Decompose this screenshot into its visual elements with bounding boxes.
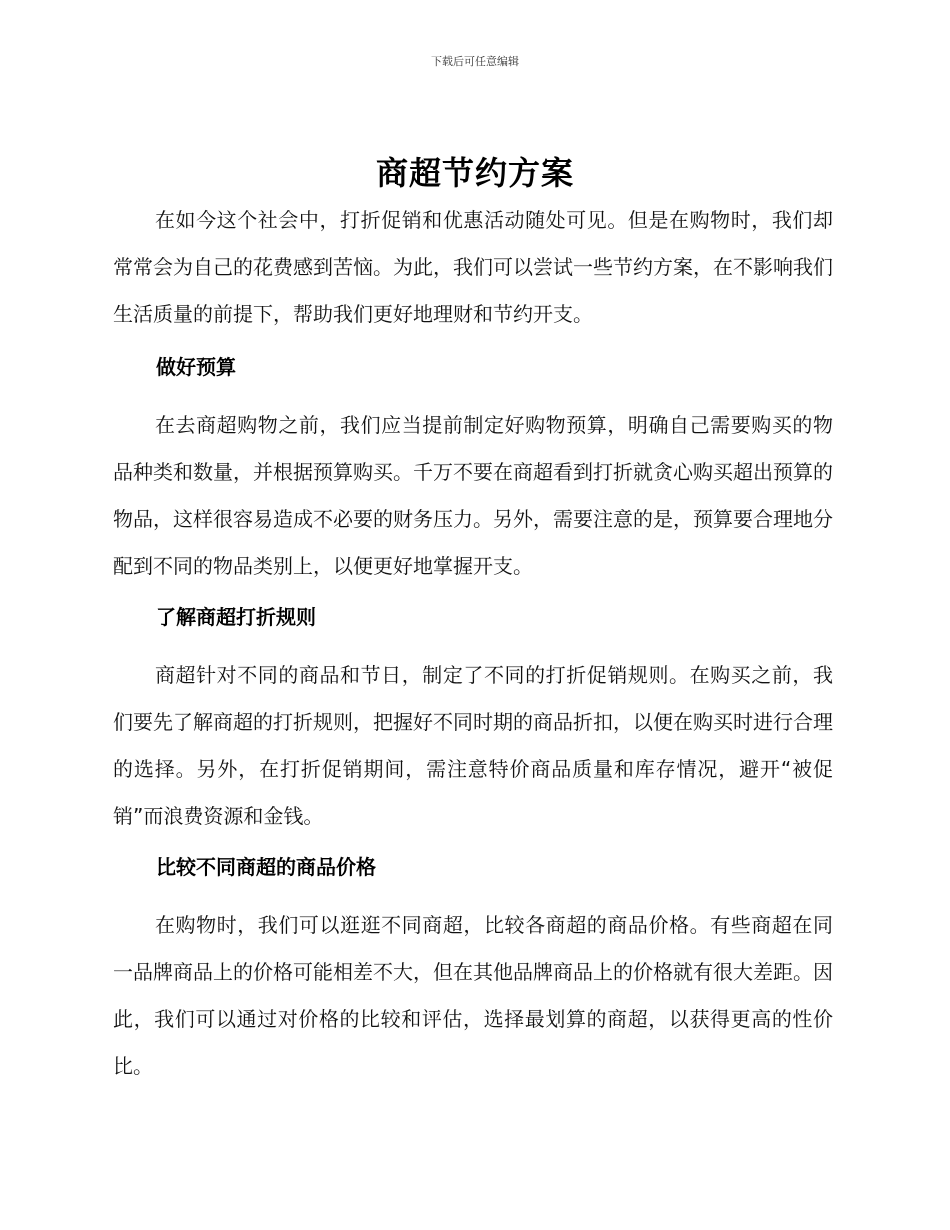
- intro-paragraph: 在如今这个社会中，打折促销和优惠活动随处可见。但是在购物时，我们却常常会为自己的花费感到苦恼。为此，我们可以尝试一些节约方案，在不影响我们生活质量的前提下，帮助我们更好地理财和节约开支。: [113, 208, 833, 326]
- document-title: 商超节约方案: [375, 154, 574, 192]
- section-body-budget: 在去商超购物之前，我们应当提前制定好购物预算，明确自己需要购买的物品种类和数量，并根据预算购买。千万不要在商超看到打折就贪心购买超出预算的物品，这样很容易造成不必要的财务压力。另外，需要注意的是，预算要合理地分配到不同的物品类别上，以便更好地掌握开支。: [113, 413, 833, 578]
- section-heading-price-compare: 比较不同商超的商品价格: [156, 855, 376, 879]
- page-header-note: 下载后可任意编辑: [431, 55, 519, 68]
- section-heading-discount-rules: 了解商超打折规则: [156, 605, 316, 629]
- section-heading-budget: 做好预算: [156, 355, 236, 379]
- section-body-price-compare: 在购物时，我们可以逛逛不同商超，比较各商超的商品价格。有些商超在同一品牌商品上的价格可能相差不大，但在其他品牌商品上的价格就有很大差距。因此，我们可以通过对价格的比较和评估，选择最划算的商超，以获得更高的性价比。: [113, 913, 833, 1078]
- section-body-discount-rules: 商超针对不同的商品和节日，制定了不同的打折促销规则。在购买之前，我们要先了解商超的打折规则，把握好不同时期的商品折扣，以便在购买时进行合理的选择。另外，在打折促销期间，需注意特价商品质量和库存情况，避开“被促销”而浪费资源和金钱。: [113, 663, 833, 828]
